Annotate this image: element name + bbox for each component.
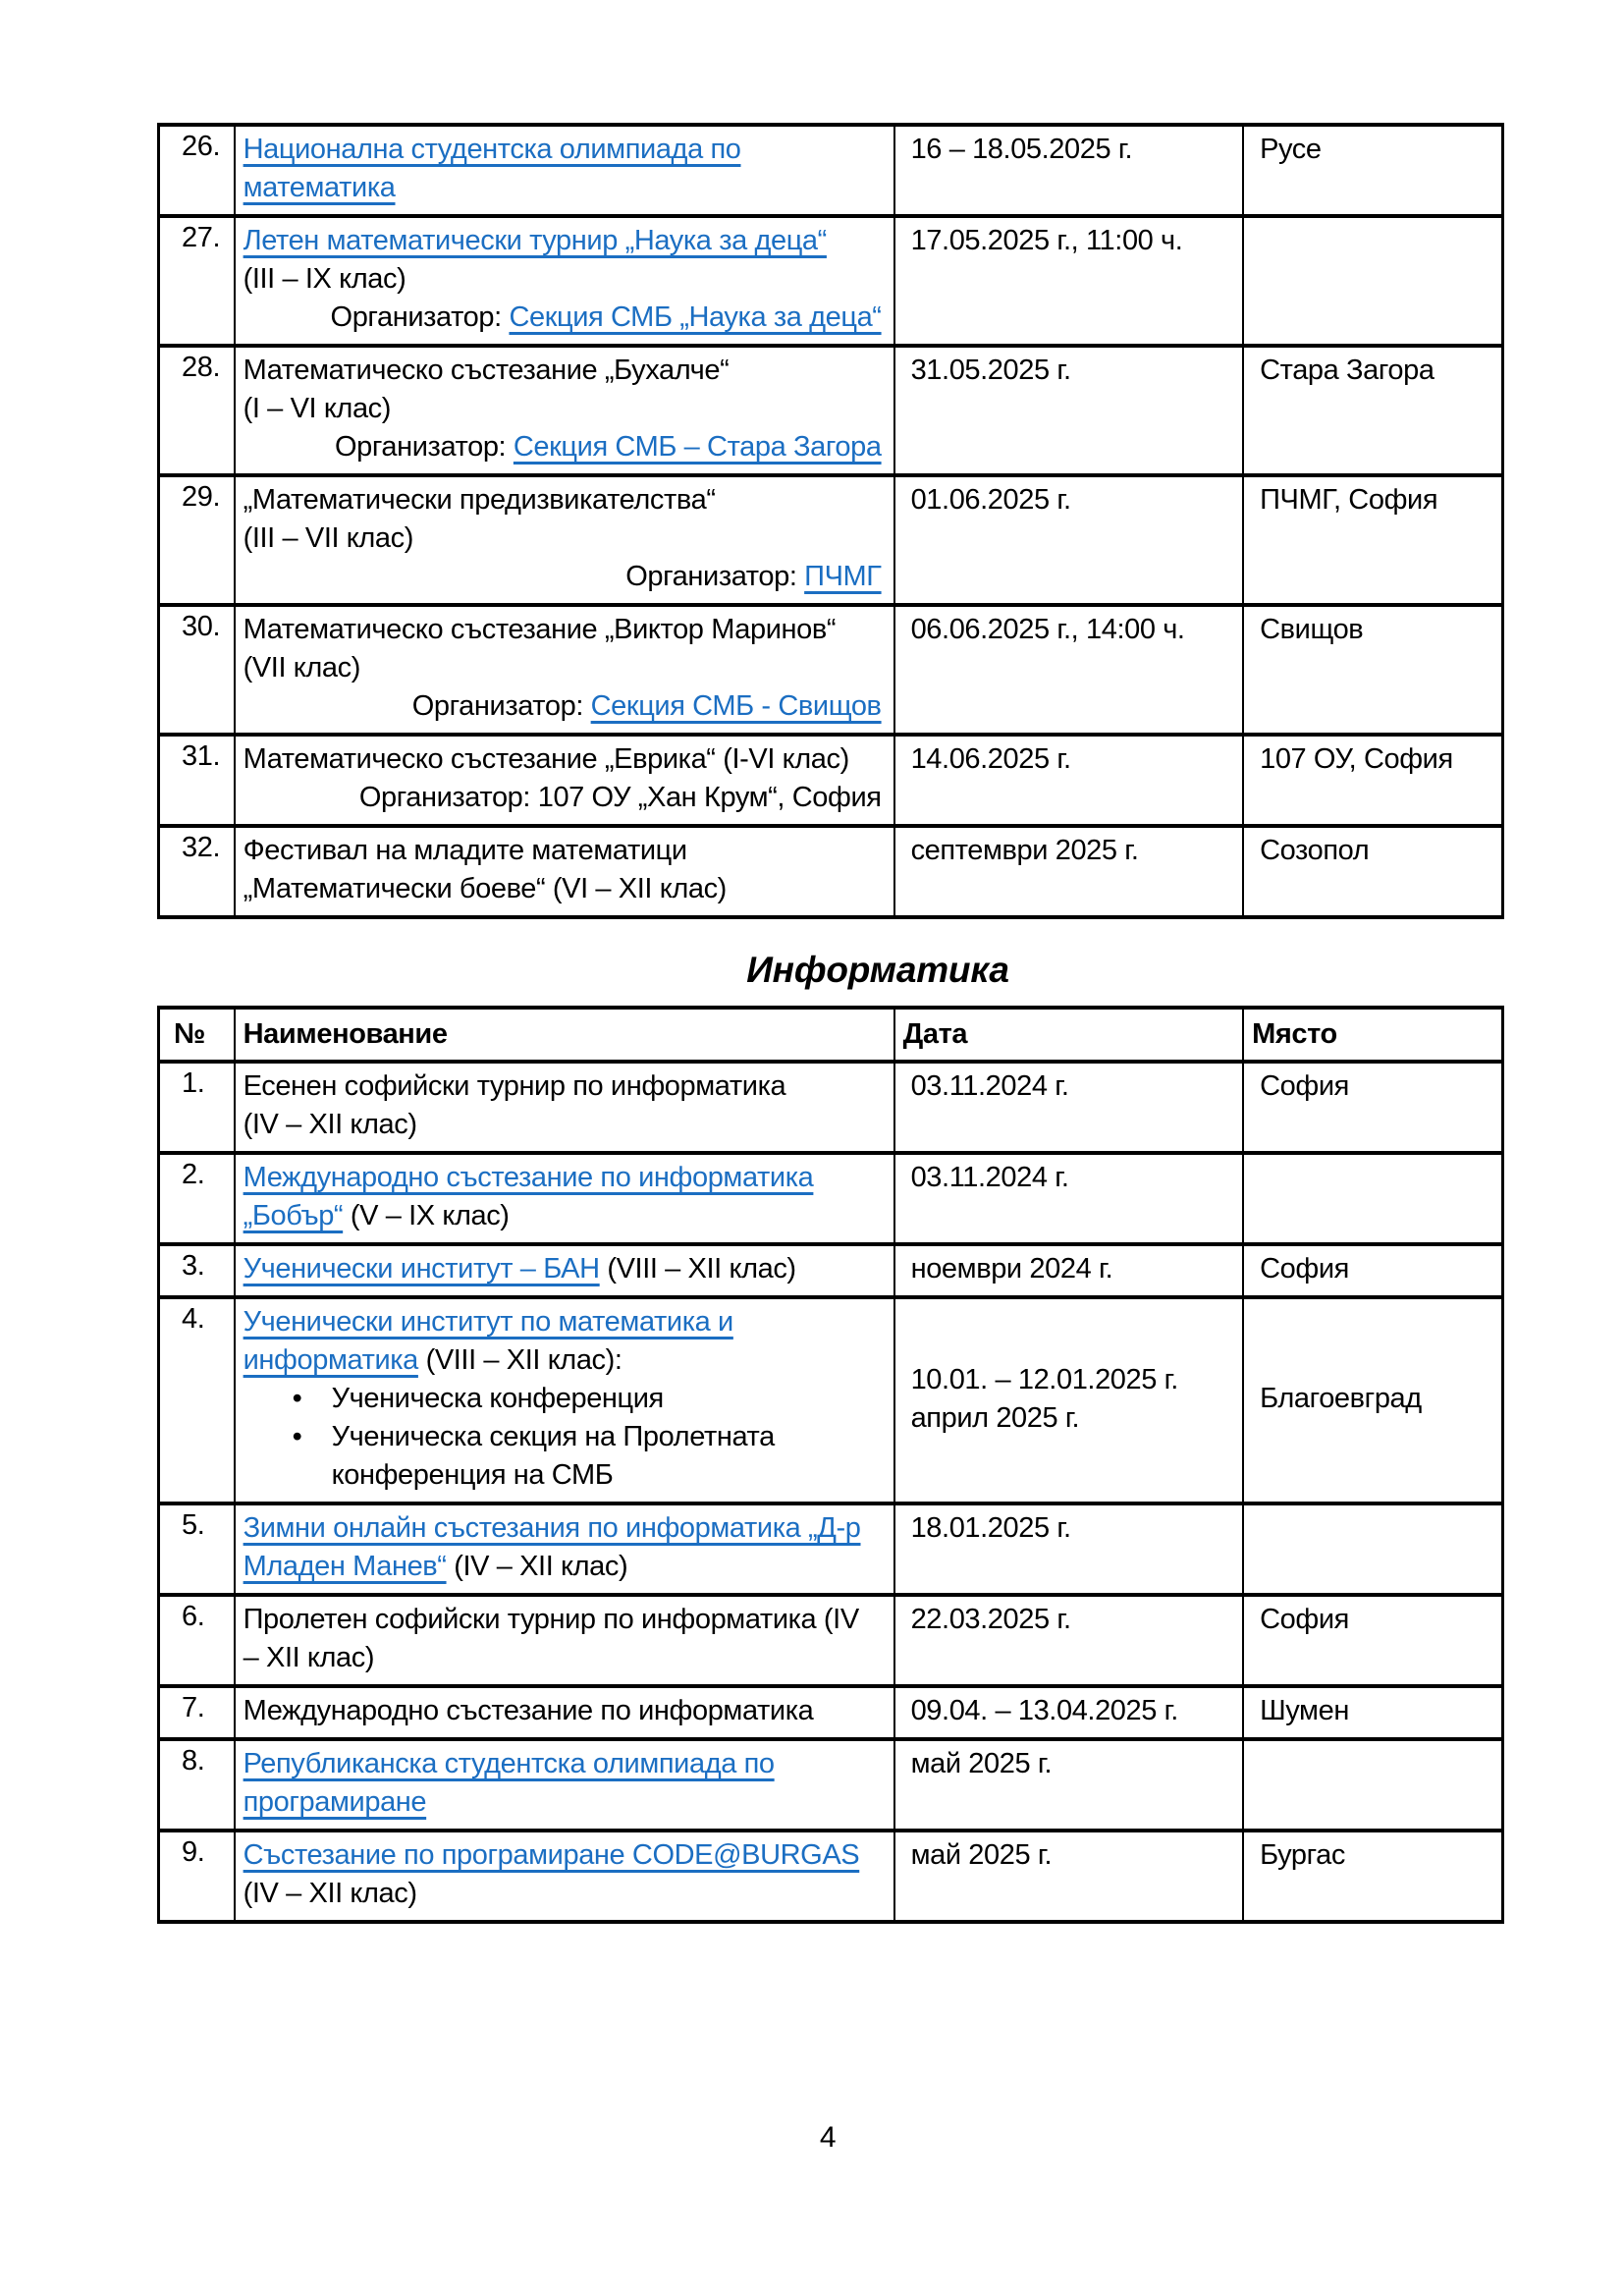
name-cell — [235, 125, 894, 216]
text-segment: (IV – XII клас) — [243, 1878, 417, 1909]
row-number-cell: 5. — [159, 1503, 235, 1595]
table-row — [159, 826, 1503, 917]
text-line — [244, 687, 884, 726]
row-number-cell: 3. — [159, 1244, 235, 1297]
competition-link[interactable]: Младен Манев“ — [243, 1551, 447, 1582]
text-segment: „Математически боеве“ (VI – XII клас) — [243, 873, 727, 904]
table-row — [159, 346, 1503, 475]
text-line — [244, 1836, 884, 1875]
organizer-link[interactable]: Секция СМБ – Стара Загора — [513, 431, 882, 463]
date-line: 09.04. – 13.04.2025 г. — [910, 1695, 1178, 1726]
text-segment: Организатор: — [411, 690, 591, 722]
text-segment: Фестивал на младите математици — [243, 835, 687, 866]
place-cell — [1243, 125, 1502, 216]
table-row — [159, 1739, 1503, 1831]
place-cell — [1243, 826, 1502, 917]
table-row — [159, 605, 1503, 735]
date-line: 06.06.2025 г., 14:00 ч. — [910, 614, 1185, 645]
text-line — [244, 1875, 884, 1913]
text-line — [244, 1456, 884, 1495]
section-heading-informatics: Информатика — [746, 950, 1009, 990]
table-row — [159, 1297, 1503, 1503]
table-row — [159, 475, 1503, 605]
row-number-cell: 8. — [159, 1739, 235, 1831]
date-cell — [894, 125, 1244, 216]
row-number-cell: 7. — [159, 1686, 235, 1739]
text-line — [244, 390, 884, 428]
date-line: 03.11.2024 г. — [910, 1162, 1069, 1193]
date-line: септември 2025 г. — [910, 835, 1139, 866]
date-cell — [894, 1503, 1244, 1595]
text-segment: Организатор: — [334, 431, 514, 463]
place-cell — [1243, 1831, 1502, 1922]
name-cell — [235, 1831, 894, 1922]
row-number-cell: 28. — [159, 346, 235, 475]
date-cell — [894, 605, 1244, 735]
place-line: Шумен — [1260, 1695, 1349, 1726]
date-line: май 2025 г. — [910, 1748, 1053, 1779]
text-line — [244, 611, 884, 649]
text-line — [244, 1783, 884, 1822]
text-segment: Организатор: 107 ОУ „Хан Крум“, София — [358, 782, 882, 813]
table-row — [159, 216, 1503, 346]
table-row — [159, 1686, 1503, 1739]
text-line — [244, 832, 884, 870]
text-line — [244, 1692, 884, 1730]
name-cell — [235, 735, 894, 826]
text-line — [244, 222, 884, 260]
page-number: 4 — [819, 2121, 837, 2154]
place-line: София — [1260, 1604, 1349, 1635]
text-line — [244, 558, 884, 596]
bullet-item — [244, 1418, 884, 1456]
organizer-link[interactable]: Секция СМБ „Наука за деца“ — [509, 301, 882, 333]
name-cell — [235, 1153, 894, 1244]
date-cell — [894, 346, 1244, 475]
name-cell — [235, 605, 894, 735]
name-cell — [235, 1297, 894, 1503]
place-line: Стара Загора — [1260, 355, 1435, 386]
competition-link[interactable]: Състезание по програмиране CODE@BURGAS — [243, 1839, 860, 1871]
column-header: Място — [1243, 1008, 1502, 1062]
place-cell — [1243, 1595, 1502, 1686]
text-segment: Математическо състезание „Еврика“ (I-VI клас) — [243, 743, 849, 775]
place-line: София — [1260, 1253, 1349, 1285]
date-line: 17.05.2025 г., 11:00 ч. — [910, 225, 1183, 256]
text-line — [244, 1159, 884, 1197]
row-number-cell: 9. — [159, 1831, 235, 1922]
text-line — [244, 260, 884, 299]
text-segment: – XII клас) — [243, 1642, 375, 1673]
place-cell — [1243, 735, 1502, 826]
text-line — [244, 352, 884, 390]
text-line — [244, 131, 884, 169]
row-number-cell: 26. — [159, 125, 235, 216]
table-row — [159, 1153, 1503, 1244]
competition-link[interactable]: програмиране — [243, 1786, 427, 1818]
place-cell — [1243, 1739, 1502, 1831]
name-cell — [235, 1686, 894, 1739]
date-cell — [894, 1686, 1244, 1739]
date-cell — [894, 475, 1244, 605]
date-cell — [894, 1831, 1244, 1922]
place-line: София — [1260, 1070, 1349, 1102]
organizer-link[interactable]: ПЧМГ — [804, 561, 882, 592]
name-cell — [235, 1062, 894, 1153]
text-segment: (V – IX клас) — [343, 1200, 510, 1231]
date-cell — [894, 1153, 1244, 1244]
text-segment: Ученическа конференция — [331, 1383, 664, 1414]
text-segment: Международно състезание по информатика — [243, 1695, 814, 1726]
row-number-cell: 6. — [159, 1595, 235, 1686]
organizer-link[interactable]: Секция СМБ - Свищов — [590, 690, 882, 722]
informatics-table-host — [157, 1006, 1504, 1924]
name-cell — [235, 1503, 894, 1595]
competition-link[interactable]: Ученически институт – БАН — [243, 1253, 600, 1285]
row-number-cell: 29. — [159, 475, 235, 605]
table-row — [159, 1831, 1503, 1922]
place-cell — [1243, 216, 1502, 346]
row-number-cell: 27. — [159, 216, 235, 346]
date-cell — [894, 216, 1244, 346]
date-line: ноември 2024 г. — [910, 1253, 1113, 1285]
date-line: 10.01. – 12.01.2025 г. — [910, 1363, 1178, 1395]
place-cell — [1243, 1153, 1502, 1244]
row-number-cell: 4. — [159, 1297, 235, 1503]
text-line — [244, 1197, 884, 1235]
column-header: Дата — [894, 1008, 1244, 1062]
place-line: Свищов — [1260, 614, 1364, 645]
text-line — [244, 649, 884, 687]
text-line — [244, 870, 884, 908]
competition-link[interactable]: Ученически институт по математика и — [243, 1306, 733, 1338]
column-header: Наименование — [235, 1008, 894, 1062]
competition-link[interactable]: информатика — [243, 1344, 418, 1376]
date-cell — [894, 1297, 1244, 1503]
text-segment: (IV – XII клас) — [446, 1551, 628, 1582]
text-line — [244, 1106, 884, 1144]
date-line: 31.05.2025 г. — [910, 355, 1071, 386]
text-line — [244, 1601, 884, 1639]
table-row — [159, 1503, 1503, 1595]
place-line: Русе — [1260, 134, 1322, 165]
text-line — [244, 519, 884, 558]
date-line: 18.01.2025 г. — [910, 1512, 1071, 1544]
text-segment: (VIII – XII клас): — [417, 1344, 623, 1376]
text-segment: конференция на СМБ — [331, 1459, 614, 1491]
place-line: Созопол — [1260, 835, 1370, 866]
place-line: ПЧМГ, София — [1260, 484, 1438, 516]
name-cell — [235, 475, 894, 605]
competition-link[interactable]: „Бобър“ — [243, 1200, 344, 1231]
text-segment: (I – VI клас) — [243, 393, 392, 424]
text-segment: Математическо състезание „Виктор Маринов“ — [243, 614, 837, 645]
date-cell — [894, 1244, 1244, 1297]
competition-link[interactable]: Национална студентска олимпиада по — [243, 134, 741, 165]
text-segment: (III – IX клас) — [243, 263, 406, 295]
text-segment: Есенен софийски турнир по информатика — [243, 1070, 786, 1102]
place-line: Благоевград — [1260, 1383, 1422, 1414]
text-line — [244, 1250, 884, 1288]
text-segment: Математическо състезание „Бухалче“ — [243, 355, 730, 386]
place-cell — [1243, 1503, 1502, 1595]
row-number-cell: 30. — [159, 605, 235, 735]
name-cell — [235, 826, 894, 917]
table-row — [159, 735, 1503, 826]
text-line — [244, 428, 884, 466]
date-cell — [894, 1062, 1244, 1153]
row-number-cell: 31. — [159, 735, 235, 826]
date-line: 03.11.2024 г. — [910, 1070, 1069, 1102]
text-segment: Ученическа секция на Пролетната — [331, 1421, 775, 1452]
date-cell — [894, 826, 1244, 917]
text-segment: (VII клас) — [243, 652, 361, 683]
competition-link[interactable]: Републиканска студентска олимпиада по — [243, 1748, 775, 1779]
column-header: № — [159, 1008, 235, 1062]
text-segment: (IV – XII клас) — [243, 1109, 417, 1140]
text-line — [244, 481, 884, 519]
text-line — [244, 779, 884, 817]
text-line — [244, 169, 884, 207]
text-segment: (VIII – XII клас) — [599, 1253, 796, 1285]
text-segment: „Математически предизвикателства“ — [243, 484, 716, 516]
place-cell — [1243, 605, 1502, 735]
place-line: Бургас — [1260, 1839, 1345, 1871]
date-line: 16 – 18.05.2025 г. — [910, 134, 1133, 165]
table-row — [159, 125, 1503, 216]
place-cell — [1243, 1297, 1502, 1503]
competition-link[interactable]: Летен математически турнир „Наука за деца“ — [243, 225, 827, 256]
place-cell — [1243, 1244, 1502, 1297]
table-row — [159, 1062, 1503, 1153]
name-cell — [235, 346, 894, 475]
place-line: 107 ОУ, София — [1260, 743, 1453, 775]
place-cell — [1243, 1062, 1502, 1153]
place-cell — [1243, 1686, 1502, 1739]
date-cell — [894, 735, 1244, 826]
name-cell — [235, 1244, 894, 1297]
text-line — [244, 1745, 884, 1783]
text-line — [244, 1303, 884, 1341]
text-line — [244, 1509, 884, 1548]
bullet-item — [244, 1380, 884, 1418]
text-line — [244, 740, 884, 779]
text-line — [244, 1548, 884, 1586]
row-number-cell: 32. — [159, 826, 235, 917]
date-line: 14.06.2025 г. — [910, 743, 1071, 775]
text-segment: (III – VII клас) — [243, 522, 414, 554]
table-row — [159, 1595, 1503, 1686]
date-line: 01.06.2025 г. — [910, 484, 1071, 516]
name-cell — [235, 216, 894, 346]
competition-link[interactable]: математика — [243, 172, 396, 203]
page-content — [157, 123, 1504, 1924]
table-header-row — [159, 1008, 1503, 1062]
text-line — [244, 1341, 884, 1380]
text-line — [244, 1639, 884, 1677]
competition-link[interactable]: Международно състезание по информатика — [243, 1162, 814, 1193]
place-cell — [1243, 475, 1502, 605]
date-line: април 2025 г. — [910, 1401, 1080, 1434]
name-cell — [235, 1739, 894, 1831]
date-line: май 2025 г. — [910, 1839, 1053, 1871]
place-cell — [1243, 346, 1502, 475]
math-competitions-table — [157, 123, 1504, 919]
row-number-cell: 1. — [159, 1062, 235, 1153]
text-segment: Пролетен софийски турнир по информатика (IV — [243, 1604, 859, 1635]
text-segment: Организатор: — [625, 561, 805, 592]
informatics-table — [157, 1006, 1504, 1924]
text-segment: Организатор: — [330, 301, 510, 333]
date-cell — [894, 1739, 1244, 1831]
date-line: 22.03.2025 г. — [910, 1604, 1071, 1635]
date-cell — [894, 1595, 1244, 1686]
competition-link[interactable]: Зимни онлайн състезания по информатика „Д-р — [243, 1512, 861, 1544]
name-cell — [235, 1595, 894, 1686]
table-row — [159, 1244, 1503, 1297]
row-number-cell: 2. — [159, 1153, 235, 1244]
math-table-host — [157, 123, 1504, 919]
text-line — [244, 1067, 884, 1106]
text-line — [244, 299, 884, 337]
